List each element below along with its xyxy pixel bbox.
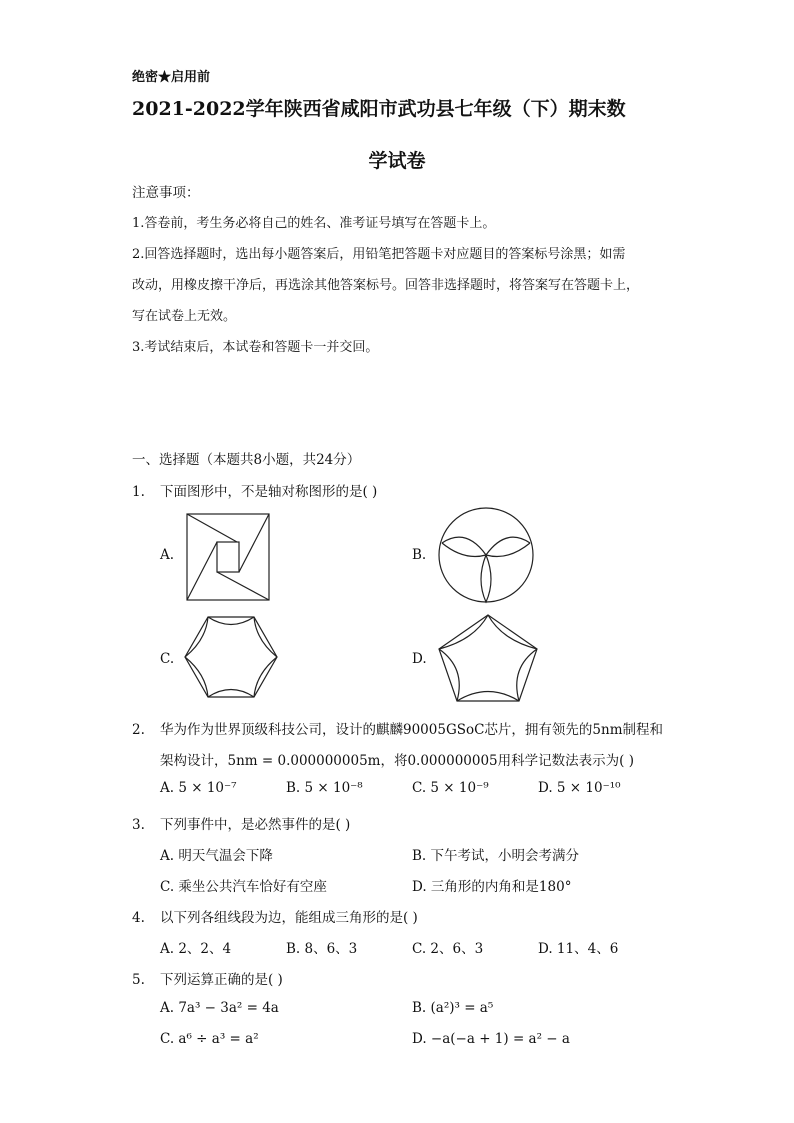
- option-d: D. −a(−a + 1) = a² − a: [412, 1031, 570, 1047]
- question-stem-cont: 架构设计，5nm = 0.000000005m，将0.000000005用科学记数法表示为( ): [160, 753, 634, 769]
- notice-item: 改动，用橡皮擦干净后，再选涂其他答案标号。回答非选择题时，将答案写在答题卡上，: [132, 278, 640, 293]
- option-c: C. 2、6、3: [412, 941, 484, 957]
- question-4: [132, 906, 418, 926]
- option-a: A. 明天气温会下降: [160, 848, 273, 864]
- option-a-label: A.: [160, 547, 175, 563]
- question-3: [132, 813, 350, 833]
- option-b: B. (a²)³ = a⁵: [412, 1000, 494, 1016]
- question-stem: 以下列各组线段为边，能组成三角形的是( ): [160, 910, 418, 926]
- exam-title-line1: 2021-2022学年陕西省咸阳市武功县七年级（下）期末数: [132, 98, 626, 120]
- question-number: 5.: [132, 972, 145, 988]
- option-b: B. 8、6、3: [286, 941, 358, 957]
- figure-b-circle-petals: [436, 505, 536, 605]
- option-d-label: D.: [412, 651, 427, 667]
- question-stem: 下面图形中，不是轴对称图形的是( ): [160, 484, 378, 500]
- figure-c-hexagon-arcs: [182, 614, 280, 700]
- option-b: B. 5 × 10⁻⁸: [286, 780, 363, 796]
- notice-heading: 注意事项：: [132, 185, 200, 201]
- option-a: A. 7a³ − 3a² = 4a: [160, 1000, 279, 1016]
- figure-a-square-pinwheel: [185, 512, 271, 602]
- question-number: 4.: [132, 910, 145, 926]
- section-heading: 一、选择题（本题共8小题，共24分）: [132, 452, 361, 468]
- option-b: B. 下午考试，小明会考满分: [412, 848, 580, 864]
- question-2: [132, 718, 663, 738]
- option-d: D. 5 × 10⁻¹⁰: [538, 780, 621, 796]
- option-a: A. 2、2、4: [160, 941, 232, 957]
- option-c-label: C.: [160, 651, 175, 667]
- question-number: 3.: [132, 817, 145, 833]
- exam-title-line2: 学试卷: [368, 150, 426, 172]
- option-c: C. 乘坐公共汽车恰好有空座: [160, 879, 327, 895]
- option-c: C. a⁶ ÷ a³ = a²: [160, 1031, 259, 1047]
- figure-d-pentagon-arcs: [436, 612, 540, 704]
- question-number: 1.: [132, 484, 145, 500]
- question-number: 2.: [132, 722, 145, 738]
- option-a: A. 5 × 10⁻⁷: [160, 780, 237, 796]
- question-stem: 华为作为世界顶级科技公司，设计的麒麟90005GSoC芯片，拥有领先的5nm制程和: [160, 722, 664, 738]
- question-1: [132, 480, 377, 500]
- question-5: [132, 968, 283, 988]
- confidential-mark: 绝密★启用前: [132, 70, 211, 85]
- question-stem: 下列事件中，是必然事件的是( ): [160, 817, 351, 833]
- option-d: D. 11、4、6: [538, 941, 619, 957]
- notice-item: 2.回答选择题时，选出每小题答案后，用铅笔把答题卡对应题目的答案标号涂黑；如需: [132, 247, 626, 262]
- option-b-label: B.: [412, 547, 427, 563]
- notice-item: 1.答卷前，考生务必将自己的姓名、准考证号填写在答题卡上。: [132, 216, 496, 231]
- option-d: D. 三角形的内角和是180°: [412, 879, 572, 895]
- notice-item: 写在试卷上无效。: [132, 309, 237, 324]
- question-stem: 下列运算正确的是( ): [160, 972, 283, 988]
- notice-item: 3.考试结束后，本试卷和答题卡一并交回。: [132, 340, 379, 355]
- option-c: C. 5 × 10⁻⁹: [412, 780, 489, 796]
